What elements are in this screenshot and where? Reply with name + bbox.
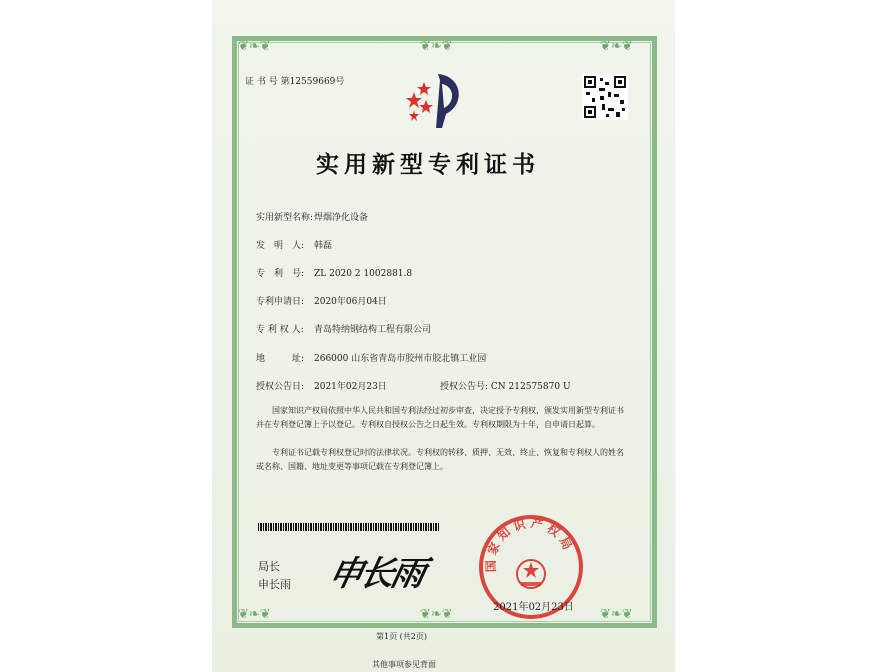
field-label: 授权公告日:: [256, 382, 305, 392]
field-patent-number: [256, 266, 412, 279]
field-label: 实用新型名称:: [256, 213, 314, 223]
field-grant-date: [256, 379, 387, 392]
field-value: CN 212575870 U: [490, 382, 571, 392]
leaf-ornament-icon: ❦❧❦: [600, 607, 633, 622]
legal-paragraph-1: 国家知识产权局依照中华人民共和国专利法经过初步审查，决定授予专利权，颁发实用新型专利证书并在专利登记簿上予以登记。专利权自授权公告之日起生效。专利权期限为十年，自申请日起算。: [256, 406, 624, 429]
leaf-ornament-icon: ❦❧❦: [238, 39, 271, 54]
seal-date: 2021年02月23日: [493, 602, 574, 613]
qr-code-icon: [582, 74, 628, 120]
field-label: 专利申请日:: [256, 297, 305, 307]
patent-office-logo-icon: [402, 70, 470, 132]
certificate-title: 实用新型专利证书: [316, 151, 540, 178]
field-value: 韩磊: [314, 241, 333, 251]
certificate-number: 证 书 号 第12559669号: [245, 77, 345, 87]
leaf-ornament-icon: ❦❧❦: [238, 607, 271, 622]
field-value: 2020年06月04日: [314, 297, 387, 307]
handwritten-signature: 申长雨: [325, 554, 427, 594]
field-value: 青岛特纳钢结构工程有限公司: [314, 325, 432, 335]
footnote: 其他事项参见背面: [372, 660, 436, 669]
field-value: ZL 2020 2 1002881.8: [314, 269, 413, 279]
field-address: [256, 351, 486, 364]
svg-text:国家知识产权局: 国家知识产权局: [483, 515, 577, 573]
field-label: 专 利 号:: [256, 269, 305, 279]
field-value: 266000 山东省青岛市胶州市胶北镇工业园: [314, 354, 487, 364]
field-grant-number: [440, 379, 571, 392]
field-value: 焊烟净化设备: [314, 213, 369, 223]
field-label: 发 明 人:: [256, 241, 305, 251]
field-label: 地 址:: [256, 354, 305, 364]
field-label: 专 利 权 人:: [256, 325, 304, 335]
signature-name: 申长雨: [258, 578, 291, 591]
legal-paragraph-2: 专利证书记载专利权登记时的法律状况。专利权的转移、质押、无效、终止、恢复和专利权人的姓名或名称、国籍、地址变更等事项记载在专利登记簿上。: [256, 448, 624, 471]
field-label: 授权公告号:: [440, 382, 489, 392]
leaf-ornament-icon: ❦❧❦: [420, 607, 453, 622]
barcode-icon: [258, 523, 440, 531]
field-inventor: [256, 238, 332, 251]
leaf-ornament-icon: ❦❧❦: [600, 39, 633, 54]
signature-title: 局长: [258, 560, 280, 573]
page-number: 第1页 (共2页): [376, 632, 427, 641]
field-patentee: [256, 322, 431, 335]
field-application-date: [256, 294, 387, 307]
field-value: 2021年02月23日: [314, 382, 387, 392]
leaf-ornament-icon: ❦❧❦: [420, 39, 453, 54]
field-utility-model-name: [256, 210, 368, 223]
